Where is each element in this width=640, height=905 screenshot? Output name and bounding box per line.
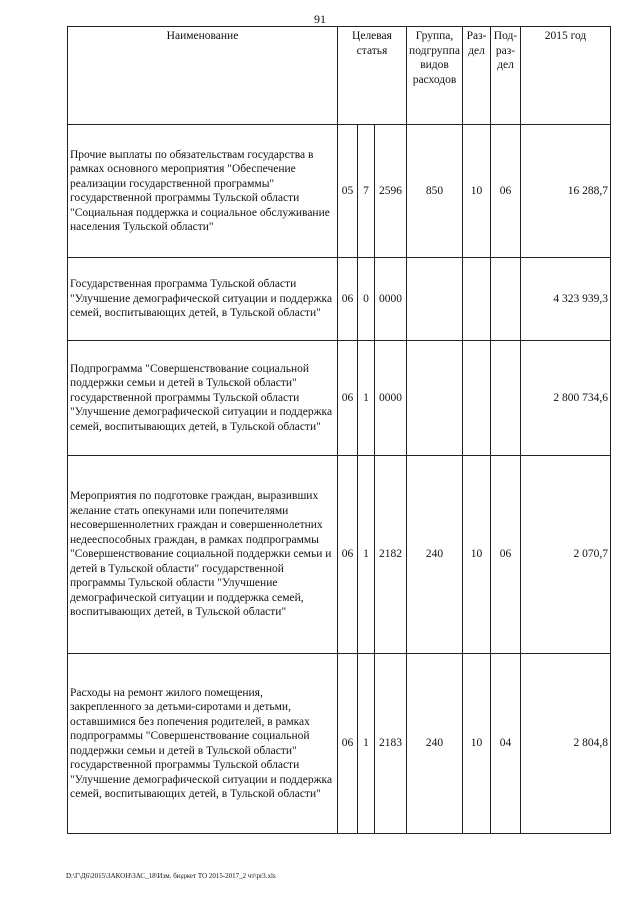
row-name: Прочие выплаты по обязательствам государства в рамках основного мероприятия "Обеспечение реализации государственной программы" государственной программы Тульской области "Социальная поддержка и социальное обслуживание населения Тульской области"	[68, 125, 338, 258]
amount: 4 323 939,3	[521, 258, 611, 341]
target-code-3: 2596	[375, 125, 407, 258]
section-code: 10	[463, 654, 491, 834]
amount: 2 804,8	[521, 654, 611, 834]
group-code	[407, 341, 463, 456]
section-code	[463, 258, 491, 341]
table-row	[68, 125, 611, 258]
row-name: Мероприятия по подготовке граждан, выразивших желание стать опекунами или попечителями несовершеннолетних граждан и совершеннолетних недееспособных граждан, в рамках подпрограммы "Совершенствование социальной поддержки семьи и детей в Тульской области" государственной программы Тульской области "Улучшение демографической ситуации и поддержка семей, воспитывающих детей, в Тульской области"	[68, 456, 338, 654]
section-code: 10	[463, 456, 491, 654]
table-row	[68, 258, 611, 341]
header-subsection: Под-раз-дел	[491, 27, 521, 125]
group-code	[407, 258, 463, 341]
table-row	[68, 456, 611, 654]
target-code-2: 1	[358, 654, 375, 834]
target-code-2: 1	[358, 456, 375, 654]
header-row	[68, 27, 611, 125]
budget-table	[67, 26, 611, 834]
page-number: 91	[314, 12, 326, 26]
subsection-code: 04	[491, 654, 521, 834]
group-code: 240	[407, 456, 463, 654]
target-code-3: 2183	[375, 654, 407, 834]
header-group: Группа, подгруппа видов расходов	[407, 27, 463, 125]
target-code-2: 0	[358, 258, 375, 341]
subsection-code: 06	[491, 456, 521, 654]
target-code-3: 0000	[375, 341, 407, 456]
section-code: 10	[463, 125, 491, 258]
header-target: Целевая статья	[338, 27, 407, 125]
row-name: Подпрограмма "Совершенствование социальной поддержки семьи и детей в Тульской области" государственной программы Тульской области "Улучшение демографической ситуации и поддержка семей, воспитывающих детей, в Тульской области"	[68, 341, 338, 456]
target-code-1: 06	[338, 654, 358, 834]
amount: 2 800 734,6	[521, 341, 611, 456]
target-code-1: 06	[338, 456, 358, 654]
amount: 2 070,7	[521, 456, 611, 654]
header-year: 2015 год	[521, 27, 611, 125]
subsection-code	[491, 258, 521, 341]
header-section: Раз-дел	[463, 27, 491, 125]
table-row	[68, 654, 611, 834]
row-name: Государственная программа Тульской области "Улучшение демографической ситуации и поддержка семей, воспитывающих детей, в Тульской области"	[68, 258, 338, 341]
group-code: 850	[407, 125, 463, 258]
group-code: 240	[407, 654, 463, 834]
target-code-1: 06	[338, 258, 358, 341]
target-code-1: 05	[338, 125, 358, 258]
table-row	[68, 341, 611, 456]
target-code-2: 1	[358, 341, 375, 456]
target-code-1: 06	[338, 341, 358, 456]
target-code-2: 7	[358, 125, 375, 258]
row-name: Расходы на ремонт жилого помещения, закрепленного за детьми-сиротами и детьми, оставшимися без попечения родителей, в рамках подпрограммы "Совершенствование социальной поддержки семьи и детей в Тульской области" государственной программы Тульской области "Улучшение демографической ситуации и поддержка семей, воспитывающих детей, в Тульской области"	[68, 654, 338, 834]
target-code-3: 2182	[375, 456, 407, 654]
subsection-code	[491, 341, 521, 456]
target-code-3: 0000	[375, 258, 407, 341]
amount: 16 288,7	[521, 125, 611, 258]
section-code	[463, 341, 491, 456]
subsection-code: 06	[491, 125, 521, 258]
header-name: Наименование	[68, 27, 338, 125]
file-path-footer: D:\Г\Д6\2015\ЗАКОН\ЗАС_18\Изм. бюджет ТО 2015-2017_2 чт\pr3.xls	[66, 872, 276, 880]
